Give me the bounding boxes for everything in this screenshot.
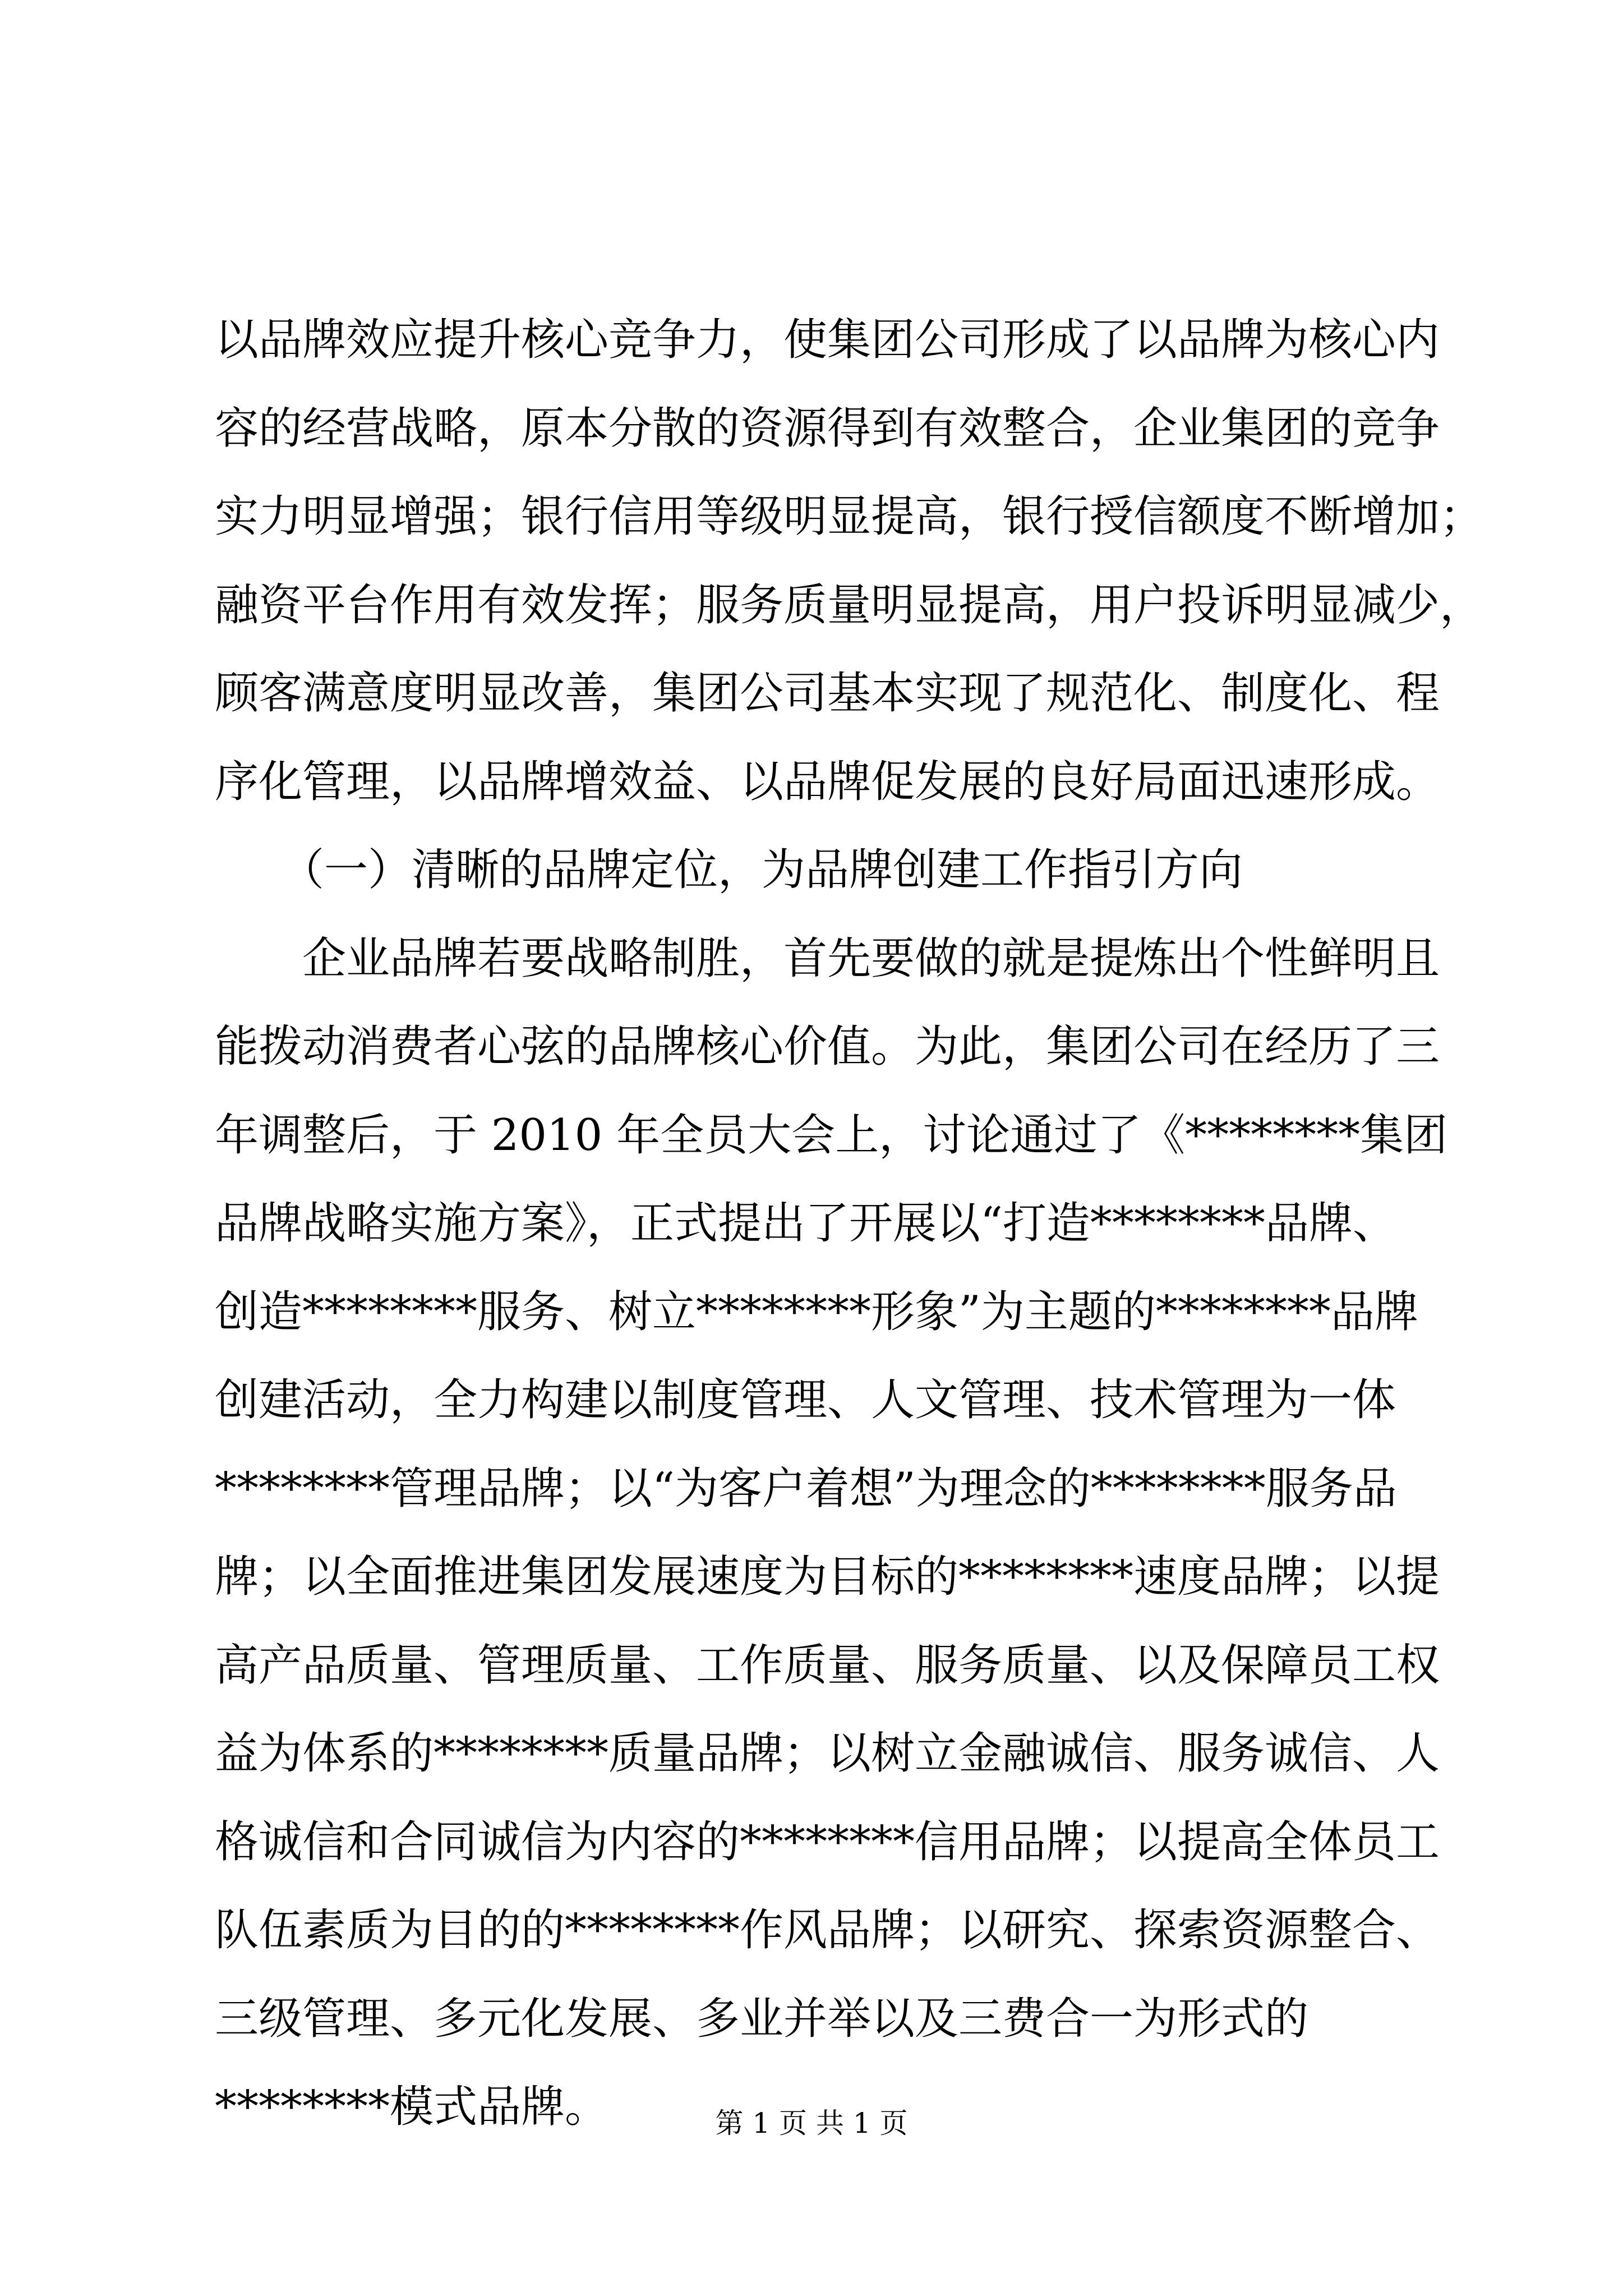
text-line: 实力明显增强；银行信用等级明显提高，银行授信额度不断增加； bbox=[215, 491, 1484, 542]
text-line: 队伍素质为目的的********作风品牌；以研究、探索资源整合、 bbox=[215, 1905, 1440, 1955]
text-line: ********模式品牌。 bbox=[215, 2082, 609, 2132]
text-line: 序化管理，以品牌增效益、以品牌促发展的良好局面迅速形成。 bbox=[215, 756, 1440, 807]
text-line: 牌；以全面推进集团发展速度为目标的********速度品牌；以提 bbox=[215, 1552, 1440, 1602]
body-text bbox=[215, 296, 1484, 2152]
text-line: 格诚信和合同诚信为内容的********信用品牌；以提高全体员工 bbox=[215, 1816, 1440, 1867]
text-line: 创造********服务、树立********形象”为主题的********品牌 bbox=[215, 1286, 1418, 1337]
text-line: 年调整后，于 2010 年全员大会上，讨论通过了《********集团 bbox=[215, 1110, 1448, 1161]
text-line: 高产品质量、管理质量、工作质量、服务质量、以及保障员工权 bbox=[215, 1640, 1440, 1691]
text-line: 能拨动消费者心弦的品牌核心价值。为此，集团公司在经历了三 bbox=[215, 1022, 1440, 1072]
page-footer: 第 1 页 共 1 页 bbox=[715, 2107, 908, 2139]
text-line: 品牌战略实施方案》，正式提出了开展以“打造********品牌、 bbox=[215, 1198, 1396, 1249]
text-line: ********管理品牌；以“为客户着想”为理念的********服务品 bbox=[215, 1463, 1397, 1514]
text-line: 融资平台作用有效发挥；服务质量明显提高，用户投诉明显减少， bbox=[215, 579, 1484, 631]
text-line: 益为体系的********质量品牌；以树立金融诚信、服务诚信、人 bbox=[215, 1728, 1440, 1779]
text-line: 顾客满意度明显改善，集团公司基本实现了规范化、制度化、程 bbox=[215, 668, 1440, 719]
text-line: 容的经营战略，原本分散的资源得到有效整合，企业集团的竞争 bbox=[215, 403, 1440, 454]
text-line: 三级管理、多元化发展、多业并举以及三费合一为形式的 bbox=[215, 1993, 1309, 2044]
text-line: 创建活动，全力构建以制度管理、人文管理、技术管理为一体 bbox=[215, 1375, 1396, 1425]
text-line: 企业品牌若要战略制胜，首先要做的就是提炼出个性鲜明且 bbox=[215, 933, 1440, 984]
text-line: 以品牌效应提升核心竞争力，使集团公司形成了以品牌为核心内 bbox=[215, 315, 1440, 365]
section-heading: （一）清晰的品牌定位，为品牌创建工作指引方向 bbox=[215, 845, 1243, 895]
